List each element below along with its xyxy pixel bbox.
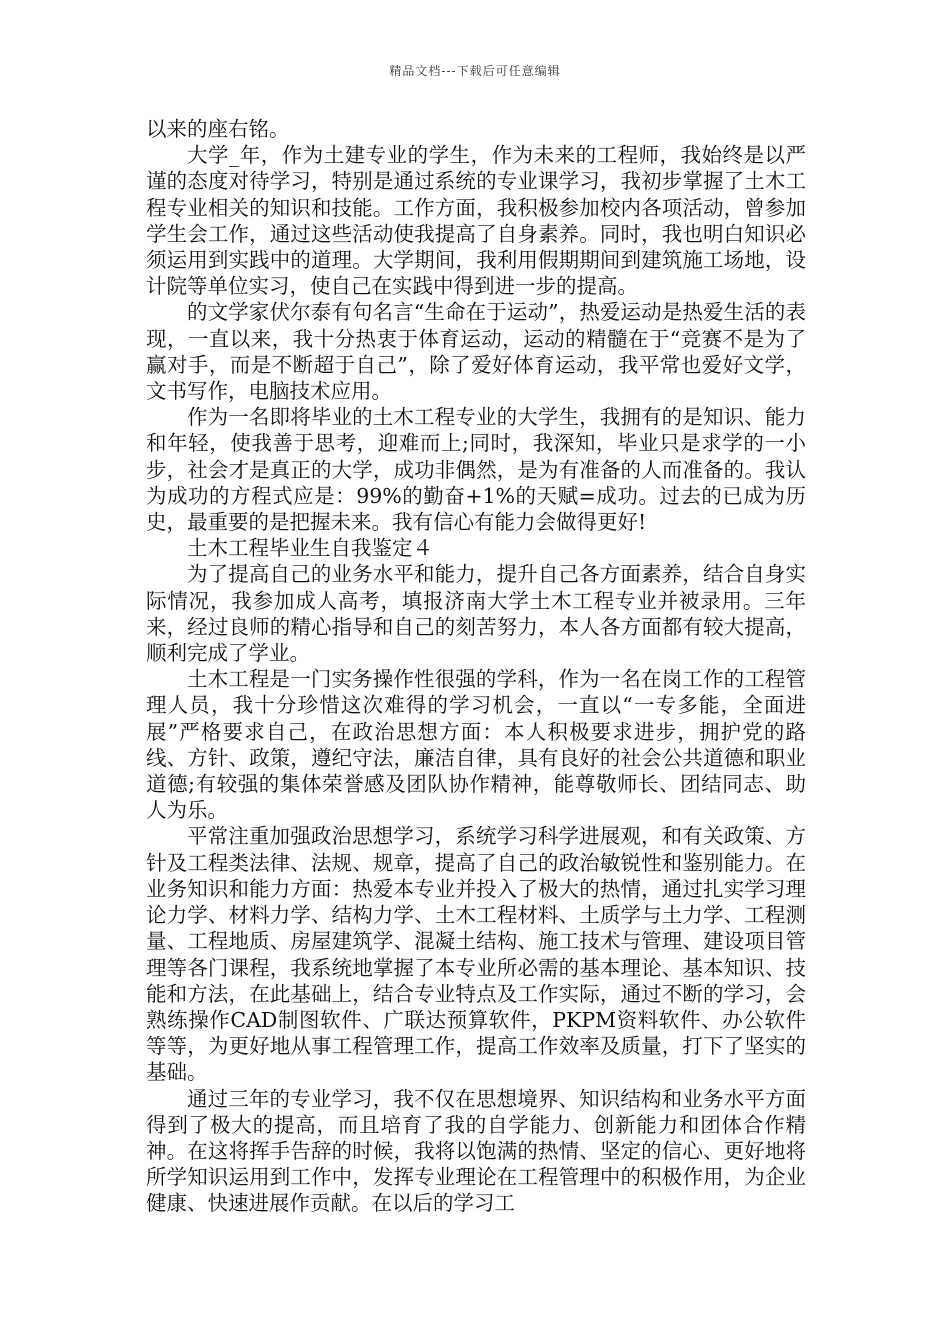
section-heading: 土木工程毕业生自我鉴定４: [187, 536, 433, 561]
paragraph: 的文学家伏尔泰有句名言“生命在于运动”，热爱运动是热爱生活的表现，一直以来，我十分热衷于体育运动，运动的精髓在于“竞赛不是为了赢对手，而是不断超于自己”，除了爱好体育运动，我平常也爱好文学，文书写作，电脑技术应用。: [146, 300, 806, 404]
document-body: [146, 116, 806, 1217]
paragraph: 通过三年的专业学习，我不仅在思想境界、知识结构和业务水平方面得到了极大的提高，而且培育了我的自学能力、创新能力和团体合作精神。在这将挥手告辞的时候，我将以饱满的热情、坚定的信心、更好地将所学知识运用到工作中，发挥专业理论在工程管理中的积极作用，为企业健康、快速进展作贡献。在以后的学习工: [146, 1086, 806, 1216]
paragraph: 土木工程是一门实务操作性很强的学科，作为一名在岗工作的工程管理人员，我十分珍惜这次难得的学习机会，一直以“一专多能，全面进展”严格要求自己，在政治思想方面：本人积极要求进步，拥护党的路线、方针、政策，遵纪守法，廉洁自律，具有良好的社会公共道德和职业道德;有较强的集体荣誉感及团队协作精神，能尊敬师长、团结同志、助人为乐。: [146, 667, 806, 823]
paragraph-continuation: 以来的座右铭。: [146, 117, 290, 141]
paragraph: 作为一名即将毕业的土木工程专业的大学生，我拥有的是知识、能力和年轻，使我善于思考，迎难而上;同时，我深知，毕业只是求学的一小步，社会才是真正的大学，成功非偶然，是为有准备的人而准备的。我认为成功的方程式应是：99%的勤奋+1%的天赋=成功。过去的已成为历史，最重要的是把握未来。我有信心有能力会做得更好!: [146, 405, 806, 535]
page-header: 精品文档---下载后可任意编辑: [389, 64, 561, 78]
paragraph: 为了提高自己的业务水平和能力，提升自己各方面素养，结合自身实际情况，我参加成人高考，填报济南大学土木工程专业并被录用。三年来，经过良师的精心指导和自己的刻苦努力，本人各方面都有较大提高，顺利完成了学业。: [146, 562, 806, 666]
paragraph: 大学_年，作为土建专业的学生，作为未来的工程师，我始终是以严谨的态度对待学习，特别是通过系统的专业课学习，我初步掌握了土木工程专业相关的知识和技能。工作方面，我积极参加校内各项活动，曾参加学生会工作，通过这些活动使我提高了自身素养。同时，我也明白知识必须运用到实践中的道理。大学期间，我利用假期期间到建筑施工场地，设计院等单位实习，使自己在实践中得到进一步的提高。: [146, 143, 806, 299]
paragraph: 平常注重加强政治思想学习，系统学习科学进展观，和有关政策、方针及工程类法律、法规、规章，提高了自己的政治敏锐性和鉴别能力。在业务知识和能力方面：热爱本专业并投入了极大的热情，通过扎实学习理论力学、材料力学、结构力学、土木工程材料、土质学与土力学、工程测量、工程地质、房屋建筑学、混凝土结构、施工技术与管理、建设项目管理等各门课程，我系统地掌握了本专业所必需的基本理论、基本知识、技能和方法，在此基础上，结合专业特点及工作实际，通过不断的学习，会熟练操作CAD制图软件、广联达预算软件，PKPM资料软件、办公软件等等，为更好地从事工程管理工作，提高工作效率及质量，打下了坚实的基础。: [146, 824, 806, 1085]
